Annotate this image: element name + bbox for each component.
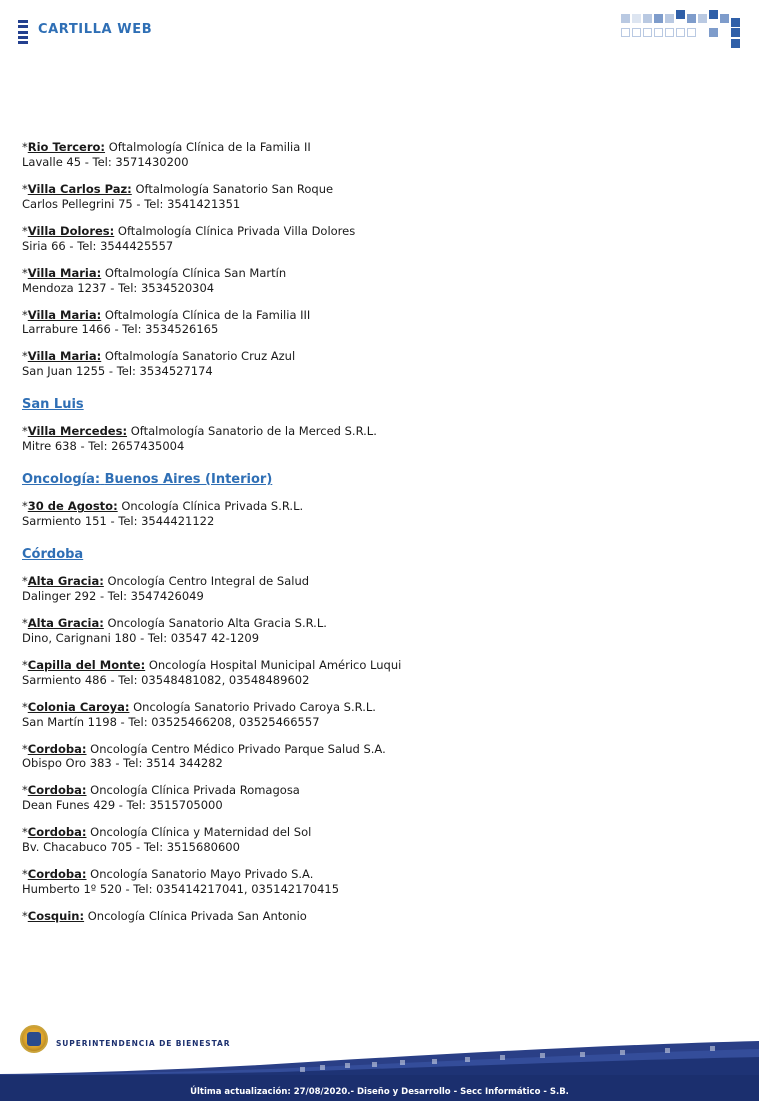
- list-item: [22, 140, 737, 170]
- bars-logo-icon: [18, 20, 28, 44]
- entry-address: Siria 66 - Tel: 3544425557: [22, 238, 174, 253]
- entry-description: Oncología Sanatorio Alta Gracia S.R.L.: [107, 615, 327, 630]
- city-label: 30 de Agosto:: [27, 499, 118, 514]
- entry-address: Dean Funes 429 - Tel: 3515705000: [22, 798, 223, 813]
- page-header: [0, 0, 759, 62]
- entry-description: Oncología Hospital Municipal Américo Luqui: [148, 657, 402, 672]
- entry-description: Oftalmología Sanatorio Cruz Azul: [104, 349, 296, 364]
- list-item: [22, 266, 737, 296]
- city-label: Villa Maria:: [27, 265, 102, 280]
- city-label: Alta Gracia:: [27, 574, 104, 588]
- city-label: Cosquin:: [27, 909, 85, 923]
- city-label: Villa Mercedes:: [27, 424, 128, 439]
- institutional-seal-icon: [20, 1025, 48, 1053]
- entry-description: Oftalmología Clínica Privada Villa Dolores: [117, 223, 356, 238]
- bullet-asterisk: *: [22, 699, 28, 714]
- entry-description: Oncología Sanatorio Privado Caroya S.R.L.: [133, 699, 376, 714]
- entry-address: Bv. Chacabuco 705 - Tel: 3515680600: [22, 840, 240, 855]
- bullet-asterisk: *: [22, 783, 28, 798]
- entry-address: Sarmiento 486 - Tel: 03548481082, 03548489602: [22, 672, 310, 687]
- entry-address: Obispo Oro 383 - Tel: 3514 344282: [22, 756, 223, 771]
- page-title: CARTILLA WEB: [38, 22, 153, 37]
- list-item: [22, 825, 737, 855]
- bullet-asterisk: *: [22, 574, 28, 588]
- city-label: Cordoba:: [27, 825, 87, 840]
- bullet-asterisk: *: [22, 867, 28, 882]
- list-item: [22, 574, 737, 604]
- city-label: Rio Tercero:: [27, 140, 106, 154]
- city-label: Cordoba:: [27, 867, 87, 882]
- entry-description: Oncología Clínica y Maternidad del Sol: [90, 825, 312, 840]
- entry-address: Larrabure 1466 - Tel: 3534526165: [22, 322, 219, 337]
- entry-address: San Martín 1198 - Tel: 03525466208, 03525466557: [22, 714, 320, 729]
- bullet-asterisk: *: [22, 615, 28, 630]
- entry-description: Oftalmología Clínica San Martín: [104, 265, 287, 280]
- list-item: [22, 742, 737, 772]
- document-body: [22, 140, 737, 936]
- entry-description: Oftalmología Sanatorio de la Merced S.R.L.: [130, 424, 377, 439]
- entry-address: Dalinger 292 - Tel: 3547426049: [22, 588, 204, 603]
- section-heading-oncologia-buenos-aires: [22, 472, 737, 487]
- city-label: Villa Maria:: [27, 349, 102, 364]
- list-item: [22, 182, 737, 212]
- city-label: Villa Dolores:: [27, 223, 115, 238]
- list-item: [22, 700, 737, 730]
- entry-description: Oncología Clínica Privada San Antonio: [87, 909, 307, 923]
- entry-description: Oftalmología Clínica de la Familia III: [104, 307, 311, 322]
- bullet-asterisk: *: [22, 909, 28, 923]
- entry-description: Oncología Sanatorio Mayo Privado S.A.: [90, 867, 314, 882]
- section-heading-cordoba: Córdoba: [22, 547, 84, 562]
- bullet-asterisk: *: [22, 181, 28, 196]
- list-item: [22, 867, 737, 897]
- list-item: [22, 783, 737, 813]
- city-label: Villa Maria:: [27, 307, 102, 322]
- list-item: [22, 424, 737, 454]
- bullet-asterisk: *: [22, 424, 28, 439]
- list-item: [22, 349, 737, 379]
- list-item: [22, 499, 737, 529]
- entry-description: Oncología Clínica Privada Romagosa: [90, 783, 300, 798]
- bullet-asterisk: *: [22, 140, 28, 154]
- page-footer: [0, 1029, 759, 1101]
- section-heading-part1: Oncología:: [22, 472, 101, 488]
- entry-address: Humberto 1º 520 - Tel: 035414217041, 035142170415: [22, 882, 340, 897]
- entry-description: Oncología Centro Integral de Salud: [107, 574, 310, 588]
- list-item: [22, 308, 737, 338]
- bullet-asterisk: *: [22, 825, 28, 840]
- entry-description: Oncología Clínica Privada S.R.L.: [121, 499, 304, 514]
- list-item: [22, 224, 737, 254]
- seal-label: SUPERINTENDENCIA DE BIENESTAR: [56, 1039, 231, 1048]
- city-label: Cordoba:: [27, 741, 87, 756]
- city-label: Capilla del Monte:: [27, 657, 146, 672]
- squares-deco-icon: [621, 6, 751, 52]
- bullet-asterisk: *: [22, 265, 28, 280]
- section-heading-part2: Buenos Aires (Interior): [104, 472, 273, 488]
- entry-description: Oftalmología Clínica de la Familia II: [108, 140, 311, 154]
- list-item: [22, 909, 737, 924]
- bullet-asterisk: *: [22, 223, 28, 238]
- bullet-asterisk: *: [22, 657, 28, 672]
- section-heading-san-luis: San Luis: [22, 397, 84, 413]
- city-label: Villa Carlos Paz:: [27, 181, 132, 196]
- city-label: Alta Gracia:: [27, 615, 104, 630]
- last-update-text: Última actualización: 27/08/2020.- Diseño y Desarrollo - Secc Informático - S.B.: [190, 1087, 569, 1097]
- entry-address: Dino, Carignani 180 - Tel: 03547 42-1209: [22, 630, 260, 645]
- bullet-asterisk: *: [22, 349, 28, 364]
- entry-address: Carlos Pellegrini 75 - Tel: 3541421351: [22, 196, 241, 211]
- bullet-asterisk: *: [22, 307, 28, 322]
- entry-description: Oncología Centro Médico Privado Parque Salud S.A.: [90, 741, 386, 756]
- entry-address: Mendoza 1237 - Tel: 3534520304: [22, 280, 215, 295]
- bullet-asterisk: *: [22, 499, 28, 514]
- list-item: [22, 658, 737, 688]
- list-item: [22, 616, 737, 646]
- entry-address: Sarmiento 151 - Tel: 3544421122: [22, 514, 215, 529]
- entry-address: Lavalle 45 - Tel: 3571430200: [22, 154, 189, 169]
- city-label: Colonia Caroya:: [27, 699, 130, 714]
- entry-address: San Juan 1255 - Tel: 3534527174: [22, 364, 213, 379]
- bullet-asterisk: *: [22, 741, 28, 756]
- city-label: Cordoba:: [27, 783, 87, 798]
- entry-description: Oftalmología Sanatorio San Roque: [135, 181, 334, 196]
- entry-address: Mitre 638 - Tel: 2657435004: [22, 439, 185, 454]
